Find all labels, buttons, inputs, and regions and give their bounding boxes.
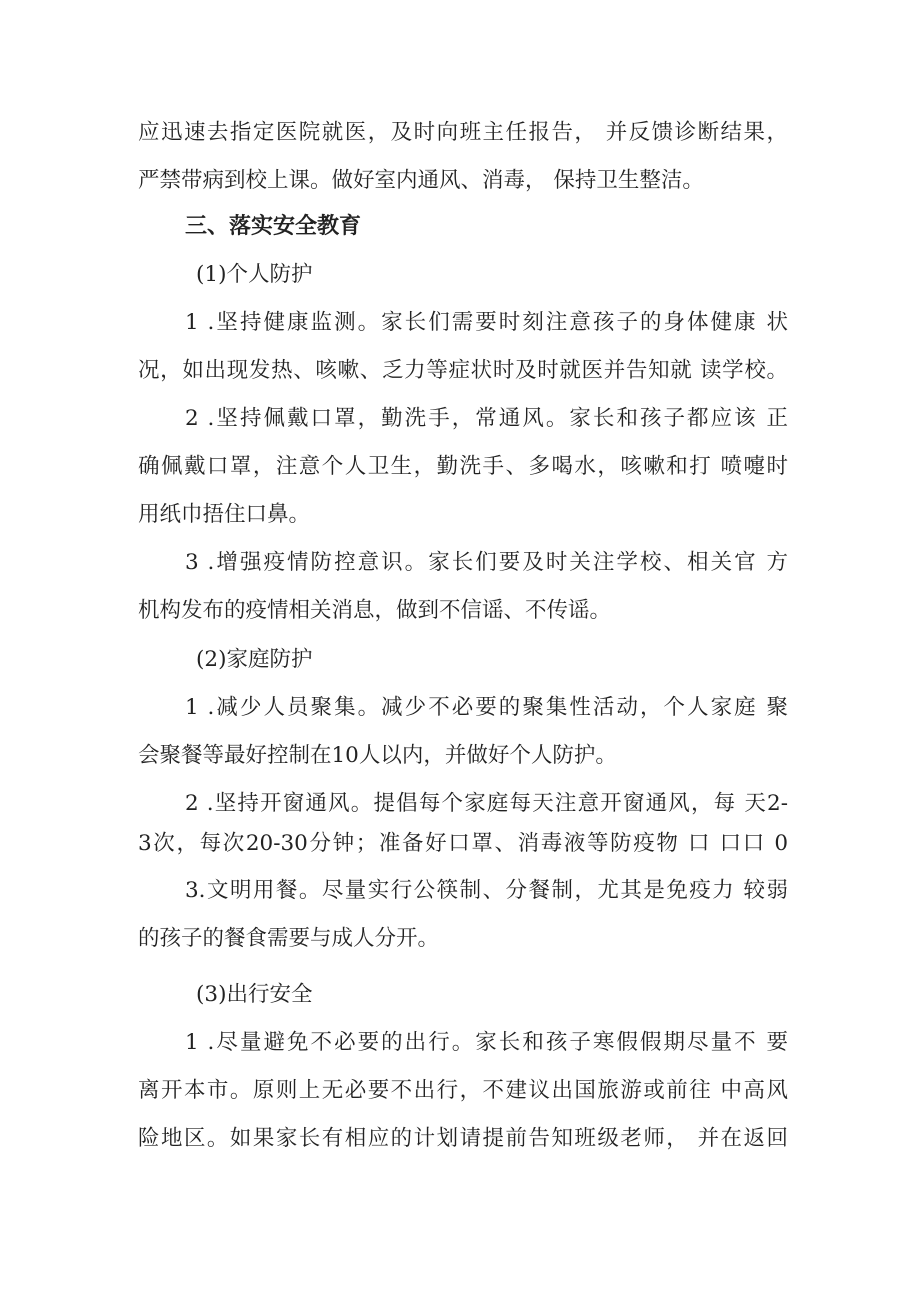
paragraph-line: 离开本市。原则上无必要不出行，不建议出国旅游或前往 中高风 (138, 1078, 788, 1103)
paragraph-line: 用纸巾捂住口鼻。 (138, 502, 311, 527)
subsection-heading: (1)个人防护 (196, 262, 313, 287)
paragraph-line: 机构发布的疫情相关消息，做到不信谣、不传谣。 (138, 598, 612, 623)
subsection-heading: (3)出行安全 (196, 982, 313, 1007)
paragraph-line: 况，如出现发热、咳嗽、乏力等症状时及时就医并告知就 读学校。 (138, 358, 788, 383)
paragraph-line: 3次，每次20-30分钟；准备好口罩、消毒液等防疫物 口 口口 0 (138, 831, 788, 856)
paragraph-line: 险地区。如果家长有相应的计划请提前告知班级老师， 并在返回 (138, 1126, 788, 1151)
paragraph-line: 2 .坚持佩戴口罩，勤洗手，常通风。家长和孩子都应该 正 (185, 406, 788, 431)
paragraph-line: 严禁带病到校上课。做好室内通风、消毒， 保持卫生整洁。 (138, 168, 704, 193)
paragraph-line: 会聚餐等最好控制在10人以内，并做好个人防护。 (138, 743, 617, 768)
paragraph-line: 2 .坚持开窗通风。提倡每个家庭每天注意开窗通风，每 天2- (185, 791, 788, 816)
paragraph-line: 3.文明用餐。尽量实行公筷制、分餐制，尤其是免疫力 较弱 (185, 878, 788, 903)
paragraph-line: 应迅速去指定医院就医，及时向班主任报告， 并反馈诊断结果， (138, 120, 788, 145)
paragraph-line: 确佩戴口罩，注意个人卫生，勤洗手、多喝水，咳嗽和打 喷嚏时 (138, 454, 788, 479)
subsection-heading: (2)家庭防护 (196, 647, 313, 672)
section-heading: 三、落实安全教育 (185, 214, 362, 239)
paragraph-line: 1 .减少人员聚集。减少不必要的聚集性活动，个人家庭 聚 (185, 695, 788, 720)
paragraph-line: 的孩子的餐食需要与成人分开。 (138, 926, 440, 951)
paragraph-line: 1 .坚持健康监测。家长们需要时刻注意孩子的身体健康 状 (185, 310, 788, 335)
paragraph-line: 1 .尽量避免不必要的出行。家长和孩子寒假假期尽量不 要 (185, 1030, 788, 1055)
paragraph-line: 3 .增强疫情防控意识。家长们要及时关注学校、相关官 方 (185, 550, 788, 575)
